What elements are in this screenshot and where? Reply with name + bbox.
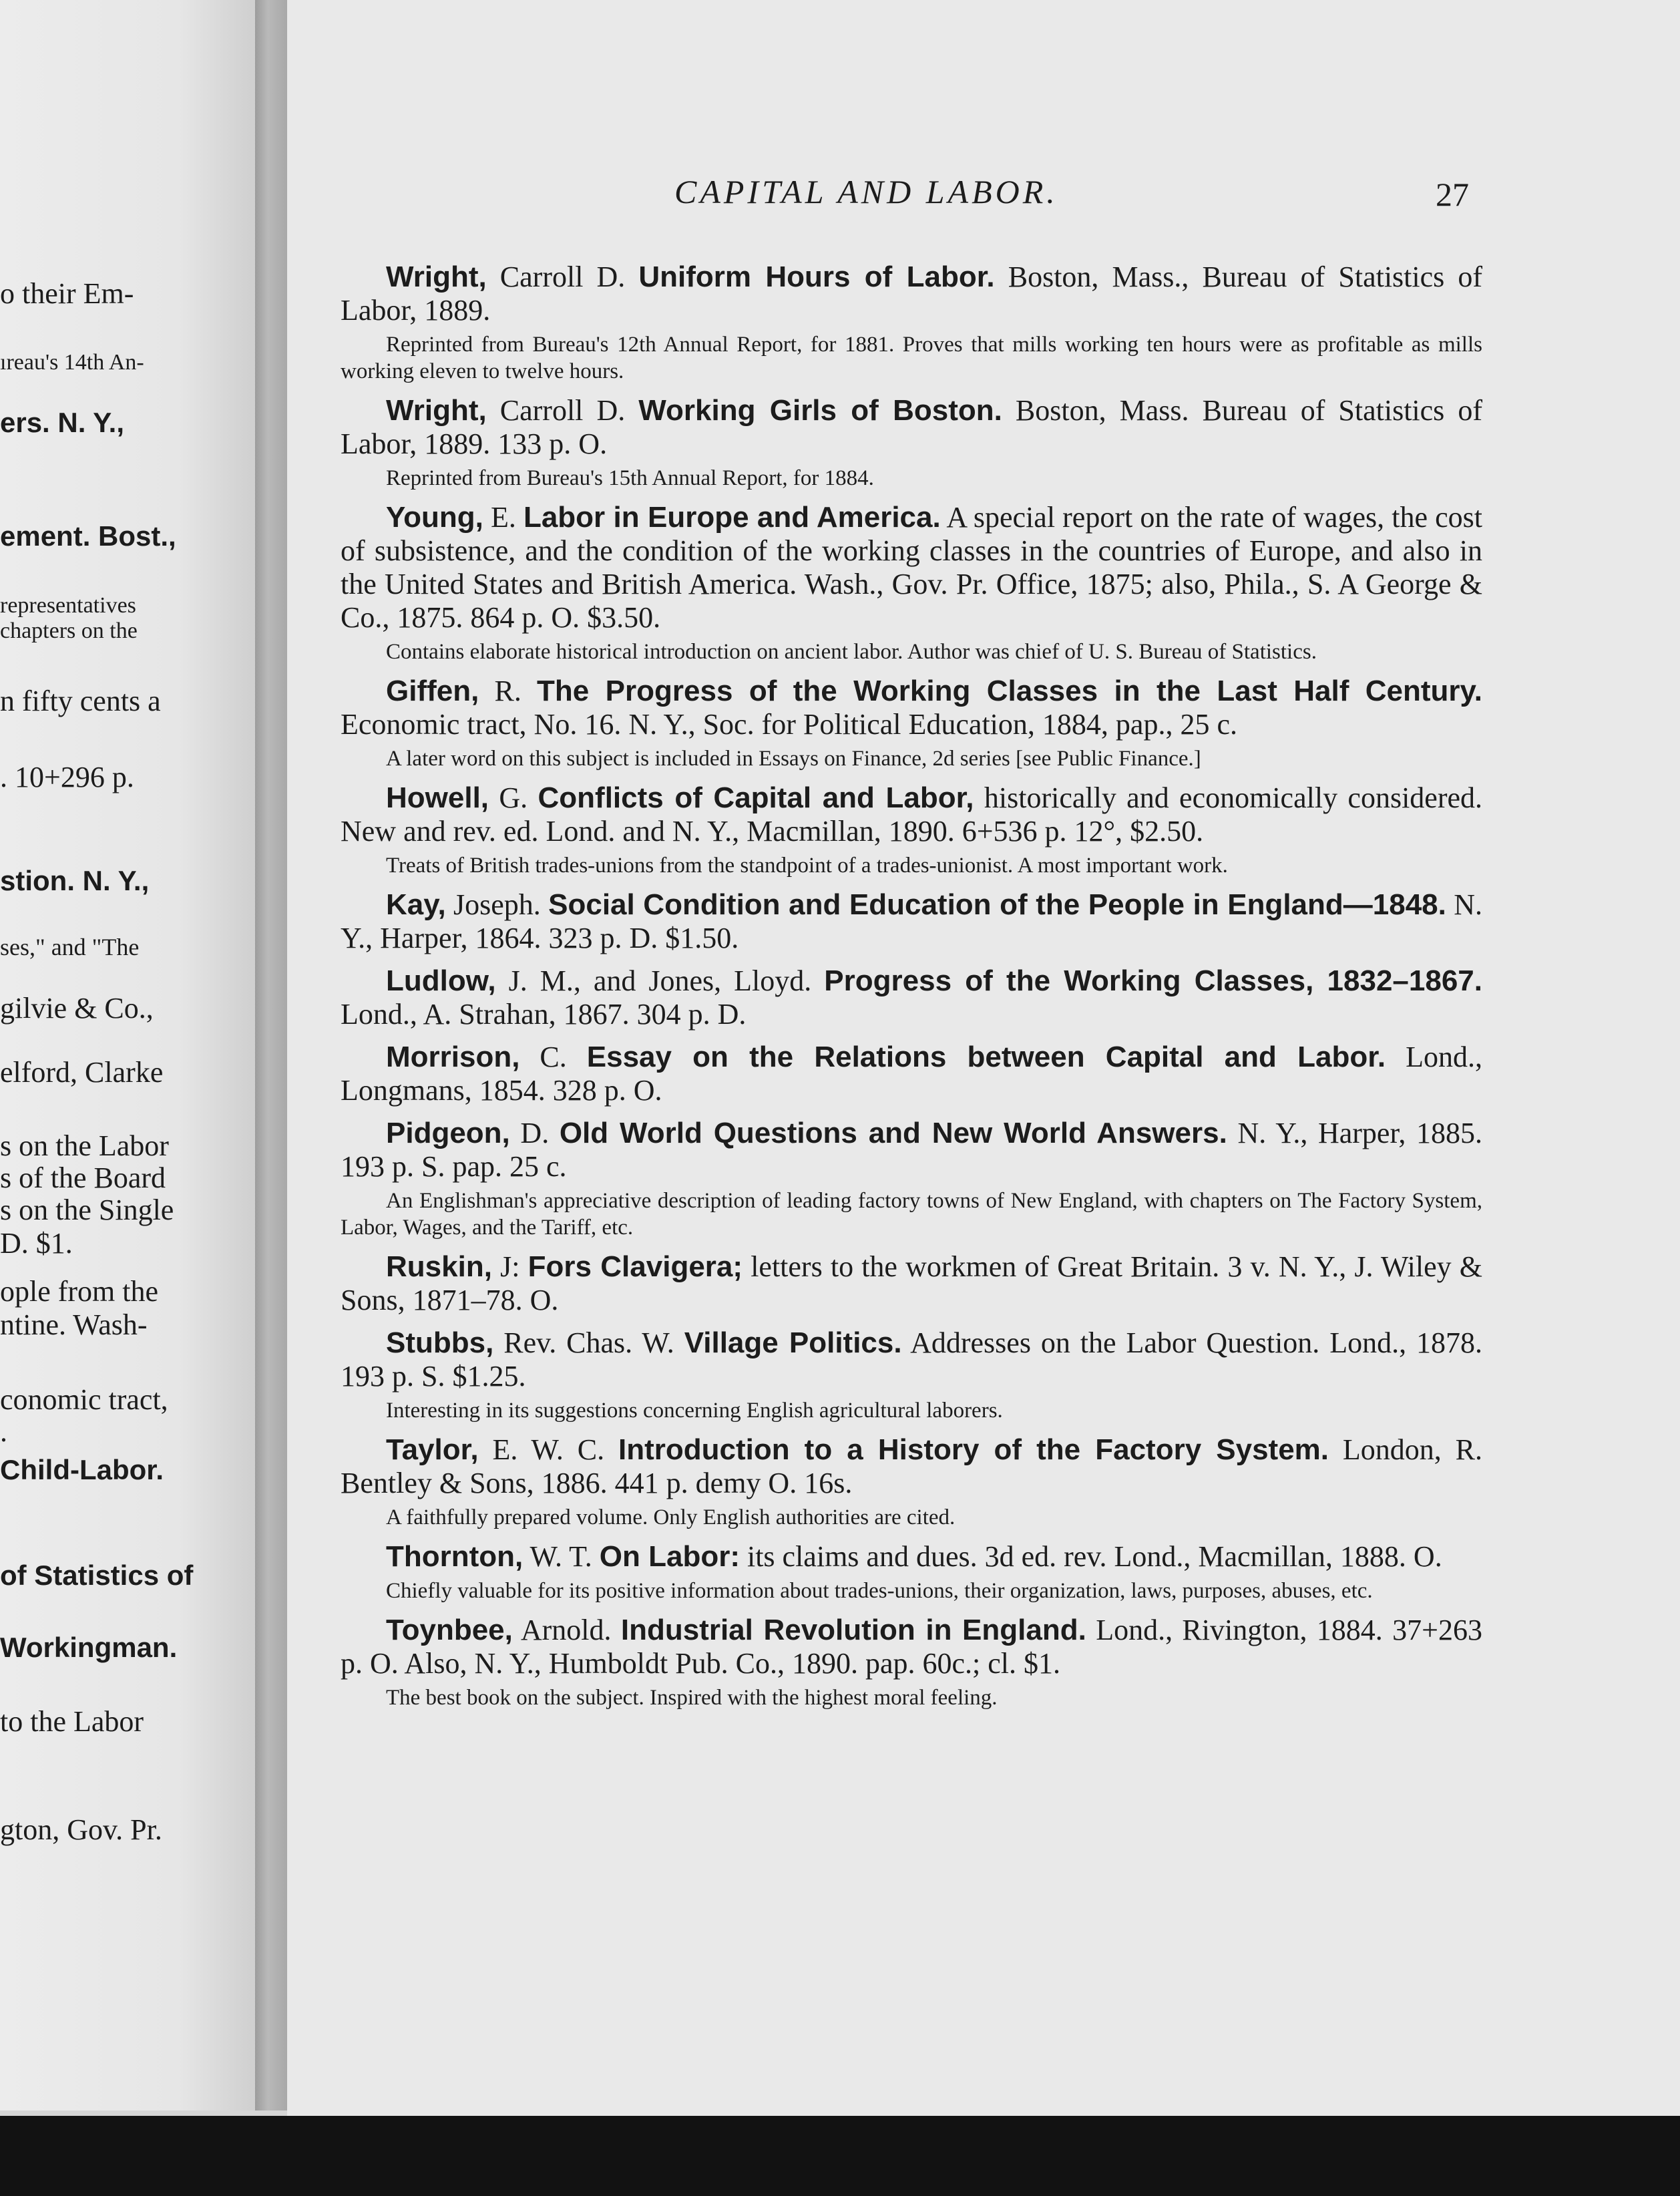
- entry-author-rest: Carroll D.: [486, 394, 639, 427]
- entry-author-rest: Carroll D.: [486, 260, 639, 293]
- entry-title: Essay on the Relations between Capital and Labor.: [586, 1041, 1386, 1073]
- left-page-fragment: [0, 0, 255, 2111]
- entry-title: Uniform Hours of Labor.: [638, 260, 995, 293]
- entry-author: Morrison,: [386, 1041, 520, 1073]
- entry-title: Labor in Europe and America.: [523, 501, 941, 534]
- bibliography-entry: [341, 1117, 1482, 1241]
- entry-imprint: N. Y., Harper, 1885. 193 p. S. pap. 25 c.: [341, 1117, 1482, 1183]
- left-line: elford, Clarke: [0, 1056, 164, 1089]
- entry-imprint: letters to the workmen of Great Britain. 3 v. N. Y., J. Wiley & Sons, 1871–78. O.: [341, 1250, 1482, 1316]
- entry-imprint: N. Y., Harper, 1864. 323 p. D. $1.50.: [341, 888, 1482, 954]
- entry-imprint: Lond., Longmans, 1854. 328 p. O.: [341, 1041, 1482, 1107]
- scan-bottom-edge: [0, 2116, 1680, 2196]
- entry-title: Working Girls of Boston.: [638, 394, 1002, 427]
- entry-title: Social Condition and Education of the People in England—1848.: [548, 888, 1446, 921]
- entry-author: Howell,: [386, 781, 489, 814]
- entry-annotation: Treats of British trades-unions from the standpoint of a trades-unionist. A most important work.: [386, 854, 1228, 878]
- left-line: o their Em-: [0, 277, 134, 310]
- left-line: s on the Labor: [0, 1129, 169, 1162]
- left-line: s of the Board: [0, 1161, 166, 1194]
- entry-title: Old World Questions and New World Answers.: [559, 1117, 1227, 1149]
- entry-imprint: Economic tract, No. 16. N. Y., Soc. for Political Education, 1884, pap., 25 c.: [341, 708, 1237, 741]
- book-gutter: [255, 0, 287, 2111]
- entry-author: Thornton,: [386, 1540, 523, 1573]
- left-line: ers. N. Y.,: [0, 407, 125, 438]
- entry-citation: [341, 1041, 1482, 1107]
- left-line: s on the Single: [0, 1194, 174, 1226]
- entry-author: Ludlow,: [386, 964, 496, 997]
- left-line: of Statistics of: [0, 1560, 194, 1591]
- bibliography-entry: [341, 1540, 1482, 1604]
- entry-imprint: historically and economically considered. New and rev. ed. Lond. and N. Y., Macmillan, 1890. 6+536 p. 12°, $2.50.: [341, 781, 1483, 848]
- left-line: ntine. Wash-: [0, 1308, 148, 1341]
- entry-title: Progress of the Working Classes, 1832–1867.: [824, 964, 1482, 997]
- left-line: . 10+296 p.: [0, 761, 134, 793]
- entry-author: Young,: [386, 501, 483, 534]
- left-line: .: [0, 1415, 7, 1448]
- entry-annotation: Contains elaborate historical introduction on ancient labor. Author was chief of U. S. Bureau of Statistics.: [386, 640, 1317, 664]
- entry-author: Wright,: [386, 260, 487, 293]
- entry-citation: [341, 1326, 1482, 1393]
- entry-imprint: Boston, Mass. Bureau of Statistics of Labor, 1889. 133 p. O.: [341, 394, 1482, 460]
- entry-imprint: A special report on the rate of wages, the cost of subsistence, and the condition of the working classes in the countries of Europe, and also in the United States and British America. Wash., Gov. Pr. Office, 1875; also, Phila., S. A George & Co., 1875. 864 p. O. $3.50.: [341, 501, 1482, 634]
- entry-citation: [341, 501, 1482, 634]
- entry-author-rest: Rev. Chas. W.: [493, 1326, 684, 1359]
- entry-annotation: Interesting in its suggestions concerning English agricultural laborers.: [386, 1399, 1003, 1423]
- entry-citation: [341, 1117, 1482, 1183]
- entry-citation: [341, 1250, 1482, 1317]
- entry-author: Toynbee,: [386, 1614, 513, 1646]
- bibliography-entry: [341, 1041, 1482, 1107]
- left-line: to the Labor: [0, 1705, 144, 1738]
- entry-author-rest: E.: [483, 501, 523, 534]
- entry-author-rest: Arnold.: [512, 1614, 621, 1646]
- entry-author: Ruskin,: [386, 1250, 492, 1283]
- bibliography-entry: [341, 888, 1482, 955]
- bibliography-entry: [341, 675, 1482, 772]
- bibliography-entry: [341, 1433, 1482, 1531]
- entry-author-rest: D.: [509, 1117, 560, 1149]
- entry-author-rest: W. T.: [523, 1540, 600, 1573]
- entry-author: Kay,: [386, 888, 446, 921]
- entry-author: Wright,: [386, 394, 487, 427]
- entry-citation: [341, 1433, 1482, 1500]
- page-number: 27: [1436, 176, 1469, 213]
- entry-citation: [341, 964, 1482, 1031]
- left-line: n fifty cents a: [0, 685, 161, 717]
- left-line: representatives: [0, 593, 136, 618]
- running-head: CAPITAL AND LABOR.: [674, 173, 1058, 210]
- bibliography-entry: [341, 964, 1482, 1031]
- entry-citation: [341, 260, 1482, 327]
- entry-author: Giffen,: [386, 675, 479, 707]
- entry-citation: [341, 675, 1482, 741]
- entry-citation: [341, 888, 1482, 955]
- entry-title: Introduction to a History of the Factory System.: [618, 1433, 1329, 1466]
- entry-citation: [341, 1540, 1482, 1574]
- left-line: conomic tract,: [0, 1383, 168, 1416]
- bibliography-entry: [341, 260, 1482, 385]
- left-line: stion. N. Y.,: [0, 865, 150, 896]
- left-line: gton, Gov. Pr.: [0, 1813, 162, 1846]
- entry-title: Village Politics.: [684, 1326, 902, 1359]
- entry-author-rest: R.: [479, 675, 538, 707]
- bibliography-entry: [341, 781, 1482, 879]
- left-line: D. $1.: [0, 1227, 73, 1260]
- entry-annotation: The best book on the subject. Inspired with the highest moral feeling.: [386, 1686, 998, 1710]
- entry-author-rest: G.: [489, 781, 538, 814]
- bibliography-list: [341, 260, 1482, 1720]
- left-line: Child-Labor.: [0, 1454, 164, 1485]
- entry-annotation: A faithfully prepared volume. Only English authorities are cited.: [386, 1505, 956, 1529]
- entry-annotation: Chiefly valuable for its positive information about trades-unions, their organization, laws, purposes, abuses, etc.: [386, 1579, 1373, 1603]
- entry-annotation: Reprinted from Bureau's 12th Annual Report, for 1881. Proves that mills working ten hours were as profitable as mills working eleven to twelve hours.: [341, 333, 1482, 383]
- entry-title: The Progress of the Working Classes in the Last Half Century.: [537, 675, 1482, 707]
- left-line: ses," and "The: [0, 934, 140, 960]
- entry-author: Pidgeon,: [386, 1117, 510, 1149]
- entry-annotation: Reprinted from Bureau's 15th Annual Report, for 1884.: [386, 466, 874, 490]
- left-line: Workingman.: [0, 1632, 178, 1663]
- entry-author-rest: Joseph.: [445, 888, 549, 921]
- bibliography-entry: [341, 1614, 1482, 1711]
- entry-author-rest: J. M., and Jones, Lloyd.: [495, 964, 825, 997]
- entry-imprint: Addresses on the Labor Question. Lond., 1878. 193 p. S. $1.25.: [341, 1326, 1482, 1393]
- entry-title: Conflicts of Capital and Labor,: [538, 781, 974, 814]
- bibliography-entry: [341, 394, 1482, 492]
- entry-imprint: London, R. Bentley & Sons, 1886. 441 p. demy O. 16s.: [341, 1433, 1483, 1499]
- bibliography-entry: [341, 501, 1482, 665]
- entry-imprint: Lond., Rivington, 1884. 37+263 p. O. Also, N. Y., Humboldt Pub. Co., 1890. pap. 60c.; cl. $1.: [341, 1614, 1482, 1680]
- entry-title: Fors Clavigera;: [528, 1250, 743, 1283]
- entry-title: On Labor:: [599, 1540, 740, 1573]
- left-line: ement. Bost.,: [0, 520, 176, 552]
- entry-citation: [341, 1614, 1482, 1680]
- bibliography-entry: [341, 1250, 1482, 1317]
- entry-author: Stubbs,: [386, 1326, 494, 1359]
- entry-annotation: An Englishman's appreciative description of leading factory towns of New England, with chapters on The Factory System, Labor, Wages, and the Tariff, etc.: [341, 1189, 1482, 1240]
- entry-author: Taylor,: [386, 1433, 479, 1466]
- left-line: ople from the: [0, 1275, 159, 1308]
- entry-citation: [341, 394, 1482, 461]
- entry-author-rest: E. W. C.: [478, 1433, 618, 1466]
- entry-imprint: Lond., A. Strahan, 1867. 304 p. D.: [341, 998, 747, 1031]
- entry-author-rest: J:: [491, 1250, 528, 1283]
- entry-annotation: A later word on this subject is included in Essays on Finance, 2d series [see Public Finance.]: [386, 747, 1201, 771]
- entry-title: Industrial Revolution in England.: [620, 1614, 1086, 1646]
- entry-author-rest: C.: [519, 1041, 587, 1073]
- left-line: gilvie & Co.,: [0, 992, 154, 1025]
- left-line: ıreau's 14th An-: [0, 350, 144, 375]
- bibliography-entry: [341, 1326, 1482, 1424]
- entry-citation: [341, 781, 1482, 848]
- entry-imprint: its claims and dues. 3d ed. rev. Lond., Macmillan, 1888. O.: [739, 1540, 1442, 1573]
- left-line: chapters on the: [0, 618, 138, 643]
- entry-imprint: Boston, Mass., Bureau of Statistics of Labor, 1889.: [341, 260, 1483, 327]
